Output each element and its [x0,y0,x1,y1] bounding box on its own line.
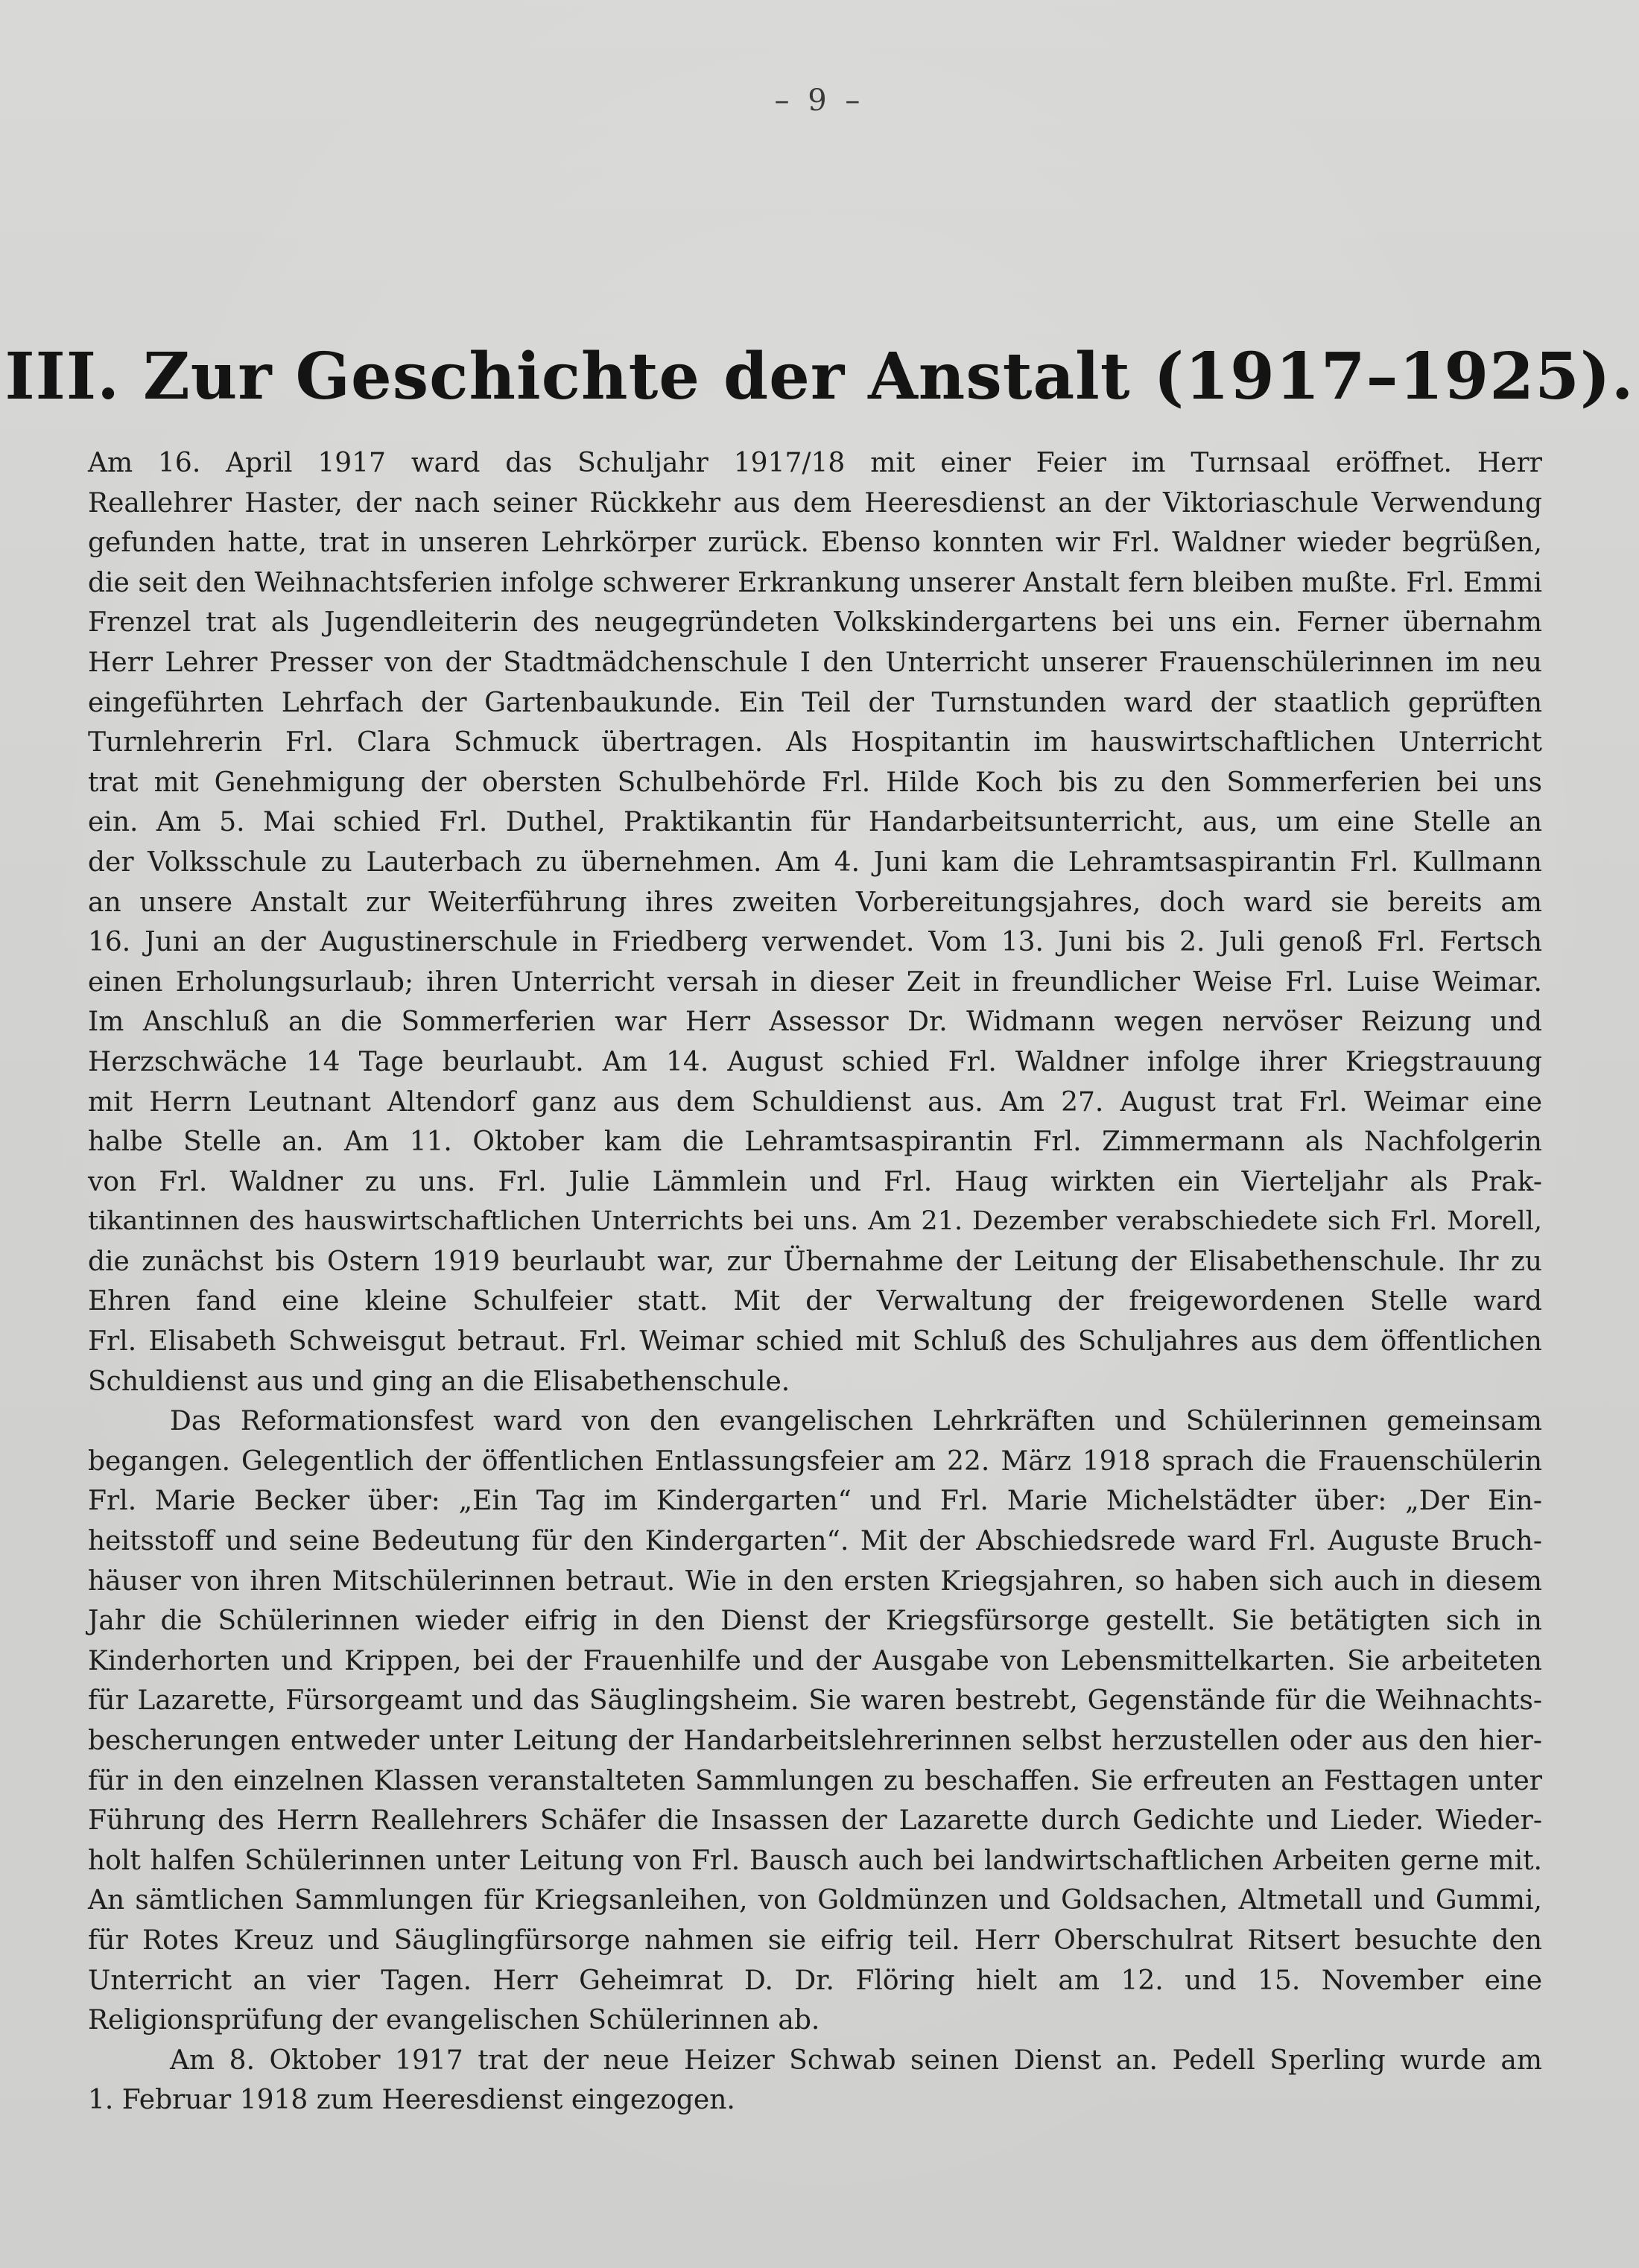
text-line: Unterricht an vier Tagen. Herr Geheimrat D. Dr. Flöring hielt am 12. und 15. November eine [88,1965,1542,1996]
page-number: – 9 – [774,83,865,118]
text-line: Frenzel trat als Jugendleiterin des neugegründeten Volkskindergartens bei uns ein. Ferner übernahm [88,607,1542,639]
text-line: eingeführten Lehrfach der Gartenbaukunde. Ein Teil der Turnstunden ward der staatlich geprüften [88,687,1542,718]
text-line: die zunächst bis Ostern 1919 beurlaubt war, zur Übernahme der Leitung der Elisabethenschule. Ihr zu [88,1246,1542,1277]
text-line: 16. Juni an der Augustinerschule in Friedberg verwendet. Vom 13. Juni bis 2. Juli genoß Frl. Fertsch [88,927,1542,958]
text-line: trat mit Genehmigung der obersten Schulbehörde Frl. Hilde Koch bis zu den Sommerferien bei uns [88,767,1542,798]
text-line: Frl. Marie Becker über: „Ein Tag im Kindergarten“ und Frl. Marie Michelstädter über: „Der Ein- [88,1486,1542,1517]
text-line: Turnlehrerin Frl. Clara Schmuck übertragen. Als Hospitantin im hauswirtschaftlichen Unterricht [88,727,1542,758]
text-line: einen Erholungsurlaub; ihren Unterricht versah in dieser Zeit in freundlicher Weise Frl. Luise Weimar. [88,966,1542,998]
text-line: an unsere Anstalt zur Weiterführung ihres zweiten Vorbereitungsjahres, doch ward sie bereits am [88,887,1542,918]
text-line: von Frl. Waldner zu uns. Frl. Julie Lämmlein und Frl. Haug wirkten ein Vierteljahr als Prak- [88,1166,1542,1197]
text-line: Schuldienst aus und ging an die Elisabethenschule. [88,1366,790,1397]
text-line: ein. Am 5. Mai schied Frl. Duthel, Praktikantin für Handarbeitsunterricht, aus, um eine Stelle an [88,807,1542,838]
body-text [88,443,1542,2120]
text-line: begangen. Gelegentlich der öffentlichen Entlassungsfeier am 22. März 1918 sprach die Frauenschülerin [88,1445,1542,1477]
text-line: Herr Lehrer Presser von der Stadtmädchenschule I den Unterricht unserer Frauenschülerinnen im neu [88,647,1542,678]
text-line: Frl. Elisabeth Schweisgut betraut. Frl. Weimar schied mit Schluß des Schuljahres aus dem öffentlichen [88,1326,1542,1358]
text-line: Jahr die Schülerinnen wieder eifrig in den Dienst der Kriegsfürsorge gestellt. Sie betätigten sich in [88,1606,1542,1637]
text-line: 1. Februar 1918 zum Heeresdienst eingezogen. [88,2085,735,2116]
text-line: Religionsprüfung der evangelischen Schülerinnen ab. [88,2005,820,2036]
text-line: Am 16. April 1917 ward das Schuljahr 1917/18 mit einer Feier im Turnsaal eröffnet. Herr [88,448,1542,478]
text-line: halbe Stelle an. Am 11. Oktober kam die Lehramtsaspirantin Frl. Zimmermann als Nachfolgerin [88,1127,1542,1158]
text-line: heitsstoff und seine Bedeutung für den Kindergarten“. Mit der Abschiedsrede ward Frl. Auguste Bruch- [88,1526,1542,1557]
text-line: gefunden hatte, trat in unseren Lehrkörper zurück. Ebenso konnten wir Frl. Waldner wieder begrüßen, [88,528,1542,559]
text-line: Das Reformationsfest ward von den evangelischen Lehrkräften und Schülerinnen gemeinsam [170,1406,1542,1437]
text-line: der Volksschule zu Lauterbach zu übernehmen. Am 4. Juni kam die Lehramtsaspirantin Frl. Kullmann [88,846,1542,878]
text-line: mit Herrn Leutnant Altendorf ganz aus dem Schuldienst aus. Am 27. August trat Frl. Weimar eine [88,1086,1542,1118]
text-line: Führung des Herrn Reallehrers Schäfer die Insassen der Lazarette durch Gedichte und Lieder. Wieder- [88,1805,1542,1837]
text-line: bescherungen entweder unter Leitung der Handarbeitslehrerinnen selbst herzustellen oder aus den hier- [88,1726,1542,1756]
text-line: An sämtlichen Sammlungen für Kriegsanleihen, von Goldmünzen und Goldsachen, Altmetall und Gummi, [88,1885,1542,1916]
text-line: tikantinnen des hauswirtschaftlichen Unterrichts bei uns. Am 21. Dezember verabschiedete sich Frl. Morell, [88,1206,1542,1237]
text-line: Reallehrer Haster, der nach seiner Rückkehr aus dem Heeresdienst an der Viktoriaschule Verwendung [88,487,1542,519]
text-line: Herzschwäche 14 Tage beurlaubt. Am 14. August schied Frl. Waldner infolge ihrer Kriegstrauung [88,1046,1542,1077]
text-line: Kinderhorten und Krippen, bei der Frauenhilfe und der Ausgabe von Lebensmittelkarten. Sie arbeiteten [88,1645,1542,1676]
text-line: Im Anschluß an die Sommerferien war Herr Assessor Dr. Widmann wegen nervöser Reizung und [88,1007,1542,1038]
text-line: Am 8. Oktober 1917 trat der neue Heizer Schwab seinen Dienst an. Pedell Sperling wurde am [170,2044,1542,2076]
text-line: für Rotes Kreuz und Säuglingfürsorge nahmen sie eifrig teil. Herr Oberschulrat Ritsert besuchte den [88,1925,1542,1956]
text-line: Ehren fand eine kleine Schulfeier statt. Mit der Verwaltung der freigewordenen Stelle ward [88,1286,1542,1317]
text-line: häuser von ihren Mitschülerinnen betraut. Wie in den ersten Kriegsjahren, so haben sich auch in diesem [88,1565,1542,1597]
section-heading: III. Zur Geschichte der Anstalt (1917–1925). [4,339,1635,414]
text-line: holt halfen Schülerinnen unter Leitung von Frl. Bausch auch bei landwirtschaftlichen Arbeiten gerne mit. [88,1845,1542,1876]
text-line: für Lazarette, Fürsorgeamt und das Säuglingsheim. Sie waren bestrebt, Gegenstände für die Weihnachts- [88,1685,1542,1717]
text-line: für in den einzelnen Klassen veranstalteten Sammlungen zu beschaffen. Sie erfreuten an Festtagen unter [88,1765,1542,1796]
text-line: die seit den Weihnachtsferien infolge schwerer Erkrankung unserer Anstalt fern bleiben mußte. Frl. Emmi [88,567,1542,598]
